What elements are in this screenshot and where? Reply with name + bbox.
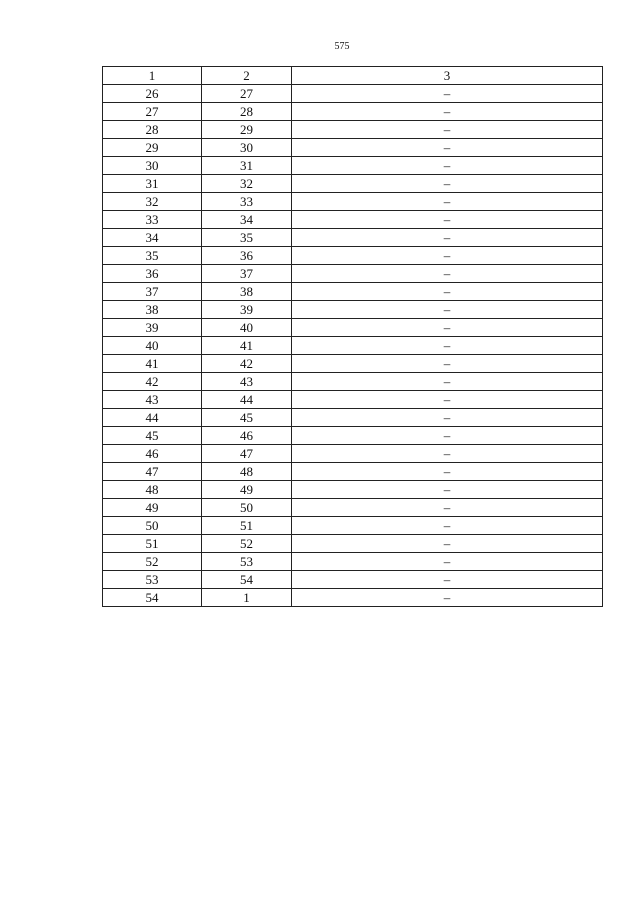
table-cell: 46	[202, 427, 292, 445]
table-cell: 48	[202, 463, 292, 481]
table-cell: 52	[202, 535, 292, 553]
table-cell: 43	[103, 391, 202, 409]
table-cell: –	[292, 481, 603, 499]
table-cell: 41	[103, 355, 202, 373]
table-cell: –	[292, 463, 603, 481]
table-cell: –	[292, 499, 603, 517]
table-cell: 29	[103, 139, 202, 157]
column-header: 3	[292, 67, 603, 85]
table-row	[103, 535, 603, 553]
table-cell: 52	[103, 553, 202, 571]
table-cell: –	[292, 427, 603, 445]
table-cell: 37	[202, 265, 292, 283]
table-cell: 38	[103, 301, 202, 319]
table-row	[103, 229, 603, 247]
table-cell: 1	[202, 589, 292, 607]
table-row	[103, 481, 603, 499]
table-cell: 49	[103, 499, 202, 517]
table-cell: 32	[202, 175, 292, 193]
table-cell: –	[292, 517, 603, 535]
table-cell: –	[292, 247, 603, 265]
table-cell: –	[292, 337, 603, 355]
table-cell: 32	[103, 193, 202, 211]
table-row	[103, 247, 603, 265]
table-cell: 50	[202, 499, 292, 517]
table-cell: –	[292, 265, 603, 283]
table-cell: –	[292, 157, 603, 175]
table-row	[103, 355, 603, 373]
table-cell: 45	[202, 409, 292, 427]
table-row	[103, 427, 603, 445]
table-cell: 44	[103, 409, 202, 427]
table-cell: –	[292, 139, 603, 157]
table-cell: 47	[202, 445, 292, 463]
table-row	[103, 265, 603, 283]
table-row	[103, 517, 603, 535]
table-row	[103, 391, 603, 409]
column-header: 2	[202, 67, 292, 85]
table-cell: 35	[103, 247, 202, 265]
table-cell: 39	[103, 319, 202, 337]
table-row	[103, 157, 603, 175]
table-cell: 38	[202, 283, 292, 301]
page-number: 575	[334, 41, 350, 52]
table-row	[103, 499, 603, 517]
table-row	[103, 319, 603, 337]
table-row	[103, 553, 603, 571]
table-cell: 33	[103, 211, 202, 229]
table-cell: 31	[103, 175, 202, 193]
table-cell: 40	[103, 337, 202, 355]
table-cell: 54	[103, 589, 202, 607]
table-cell: –	[292, 175, 603, 193]
table-cell: 27	[202, 85, 292, 103]
table-cell: 42	[103, 373, 202, 391]
table-cell: –	[292, 571, 603, 589]
table-cell: –	[292, 301, 603, 319]
table-row	[103, 139, 603, 157]
table-cell: 36	[202, 247, 292, 265]
table-cell: 51	[202, 517, 292, 535]
table-cell: –	[292, 409, 603, 427]
table-row	[103, 445, 603, 463]
table-row	[103, 85, 603, 103]
table-cell: 28	[202, 103, 292, 121]
table-cell: –	[292, 283, 603, 301]
table-cell: 49	[202, 481, 292, 499]
table-row	[103, 571, 603, 589]
table-cell: –	[292, 445, 603, 463]
table-row	[103, 211, 603, 229]
data-table	[102, 66, 603, 607]
table-cell: 51	[103, 535, 202, 553]
table-cell: 50	[103, 517, 202, 535]
column-header: 1	[103, 67, 202, 85]
table-cell: –	[292, 193, 603, 211]
table-cell: –	[292, 319, 603, 337]
table-row	[103, 121, 603, 139]
table-header-row	[103, 67, 603, 85]
table-cell: 42	[202, 355, 292, 373]
table-cell: 28	[103, 121, 202, 139]
table-cell: 26	[103, 85, 202, 103]
table-cell: 34	[202, 211, 292, 229]
table-cell: 43	[202, 373, 292, 391]
table-cell: –	[292, 553, 603, 571]
table-cell: –	[292, 373, 603, 391]
table-cell: 45	[103, 427, 202, 445]
table-cell: 34	[103, 229, 202, 247]
table-row	[103, 589, 603, 607]
table-row	[103, 175, 603, 193]
table-cell: –	[292, 391, 603, 409]
table-row	[103, 301, 603, 319]
table-cell: 36	[103, 265, 202, 283]
table-cell: –	[292, 85, 603, 103]
table-cell: 40	[202, 319, 292, 337]
table-cell: 53	[103, 571, 202, 589]
table-row	[103, 373, 603, 391]
table-cell: 37	[103, 283, 202, 301]
table-cell: –	[292, 535, 603, 553]
table-cell: 35	[202, 229, 292, 247]
table-row	[103, 193, 603, 211]
table-cell: –	[292, 229, 603, 247]
table-cell: 41	[202, 337, 292, 355]
table-cell: 27	[103, 103, 202, 121]
table-cell: 33	[202, 193, 292, 211]
table-body	[103, 85, 603, 607]
table-cell: 53	[202, 553, 292, 571]
table-row	[103, 463, 603, 481]
table-cell: –	[292, 103, 603, 121]
table-cell: –	[292, 121, 603, 139]
table-row	[103, 103, 603, 121]
table-cell: 30	[103, 157, 202, 175]
table-row	[103, 283, 603, 301]
table-cell: 46	[103, 445, 202, 463]
table-cell: 47	[103, 463, 202, 481]
table-cell: –	[292, 211, 603, 229]
table-cell: 30	[202, 139, 292, 157]
table-row	[103, 409, 603, 427]
table-cell: 54	[202, 571, 292, 589]
table-cell: –	[292, 589, 603, 607]
table-cell: –	[292, 355, 603, 373]
table-cell: 39	[202, 301, 292, 319]
table-cell: 44	[202, 391, 292, 409]
table-cell: 31	[202, 157, 292, 175]
table-cell: 48	[103, 481, 202, 499]
table-row	[103, 337, 603, 355]
table-cell: 29	[202, 121, 292, 139]
